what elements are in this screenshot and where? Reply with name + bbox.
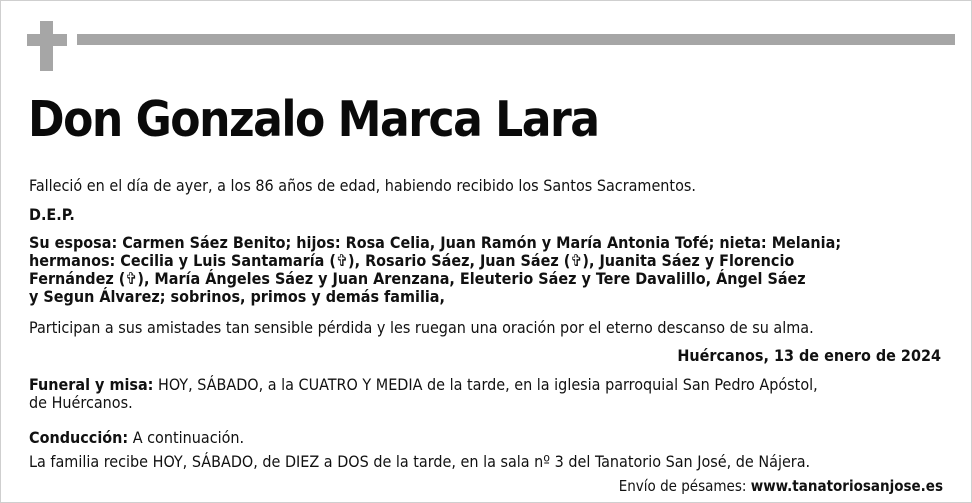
intro-text: Falleció en el día de ayer, a los 86 años de edad, habiendo recibido los Santos Sacramentos. xyxy=(29,176,696,195)
family-line: y Segun Álvarez; sobrinos, primos y demás familia, xyxy=(29,287,445,306)
family-line: Fernández (✞), María Ángeles Sáez y Juan Arenzana, Eleuterio Sáez y Tere Davalillo, Ángel Sáez xyxy=(29,269,806,288)
condolences-label: Envío de pésames: xyxy=(618,477,751,495)
conduction-label: Conducción: xyxy=(29,428,129,447)
condolences-link[interactable]: www.tanatoriosanjose.es xyxy=(750,477,943,495)
family-receives: La familia recibe HOY, SÁBADO, de DIEZ a DOS de la tarde, en la sala nº 3 del Tanatorio San José, de Nájera. xyxy=(29,452,811,471)
deceased-name: Don Gonzalo Marca Lara xyxy=(28,91,599,148)
funeral-info xyxy=(29,376,949,412)
funeral-line xyxy=(29,376,949,394)
dep-text: D.E.P. xyxy=(29,205,75,224)
place-date: Huércanos, 13 de enero de 2024 xyxy=(677,346,941,365)
funeral-label: Funeral y misa: xyxy=(29,375,154,394)
funeral-line-2: de Huércanos. xyxy=(29,393,133,412)
prayer-request: Participan a sus amistades tan sensible pérdida y les ruegan una oración por el eterno descanso de su alma. xyxy=(29,318,814,337)
family-line: Su esposa: Carmen Sáez Benito; hijos: Rosa Celia, Juan Ramón y María Antonia Tofé; nieta: Melania; xyxy=(29,233,842,252)
latin-cross-icon xyxy=(27,21,67,71)
condolences xyxy=(29,477,943,495)
family-line: hermanos: Cecilia y Luis Santamaría (✞), Rosario Sáez, Juan Sáez (✞), Juanita Sáez y Florencio xyxy=(29,251,795,270)
family-list xyxy=(29,234,949,306)
header-rule xyxy=(77,34,955,45)
conduction-text: A continuación. xyxy=(128,428,245,447)
conduction-info xyxy=(29,429,949,447)
funeral-details: HOY, SÁBADO, a la CUATRO Y MEDIA de la tarde, en la iglesia parroquial San Pedro Apóstol, xyxy=(153,375,818,394)
